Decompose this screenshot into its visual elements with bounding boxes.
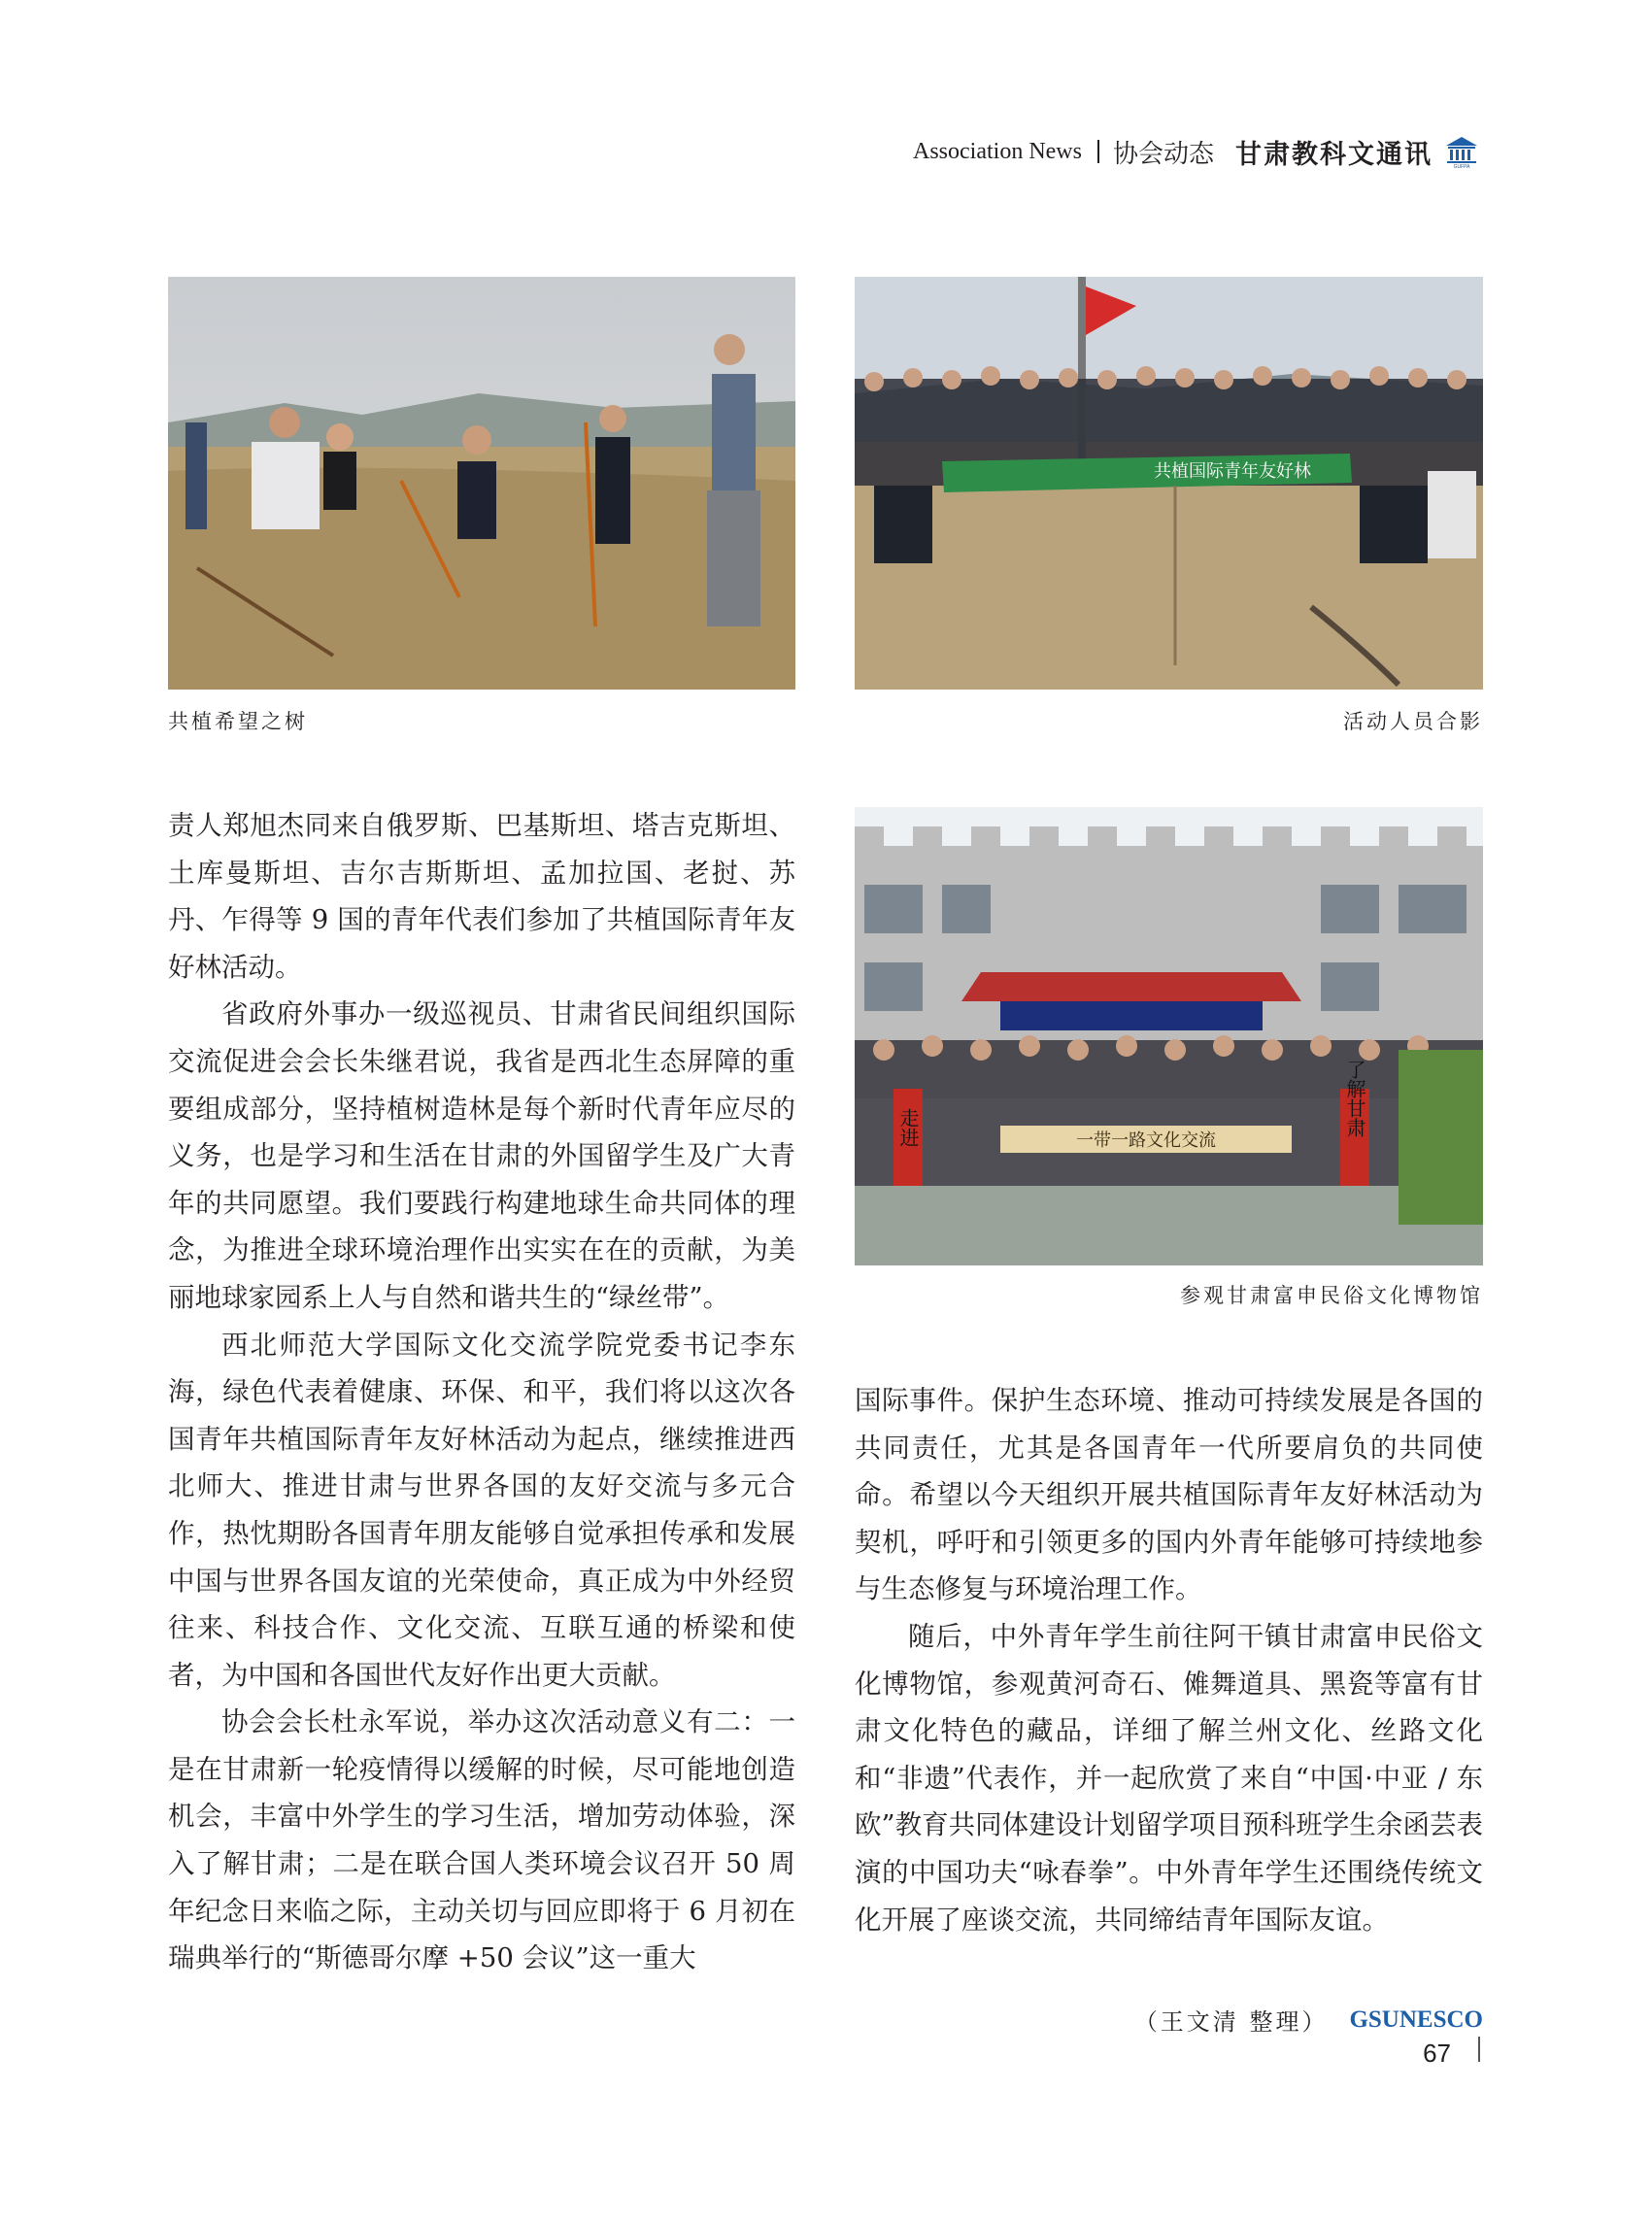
right-scroll-text: 了解甘肃 [1343, 1060, 1366, 1137]
photo-caption: 活动人员合影 [1343, 710, 1483, 733]
page-number: 67 [1423, 2039, 1451, 2068]
photo-tree-planting [168, 277, 795, 690]
photo-group [855, 277, 1483, 690]
paragraph: 国际事件。保护生态环境、推动可持续发展是各国的共同责任，尤其是各国青年一代所要肩负的共同使命。希望以今天组织开展共植国际青年友好林活动为契机，呼吁和引领更多的国内外青年能够可持续地参与生态修复与环境治理工作。 [855, 1385, 1483, 1605]
photo-caption: 共植希望之树 [168, 710, 308, 733]
brand-name: GSUNESCO [1349, 2006, 1483, 2033]
article-column-left [168, 802, 795, 1982]
left-scroll-text: 走进 [896, 1108, 920, 1147]
page-number-divider [1478, 2037, 1480, 2062]
editor-credit [1134, 2003, 1483, 2037]
paragraph: 随后，中外青年学生前往阿干镇甘肃富申民俗文化博物馆，参观黄河奇石、傩舞道具、黑瓷等富有甘肃文化特色的藏品，详细了解兰州文化、丝路文化和“非遗”代表作，并一起欣赏了来自“中国·中亚 / 东欧”教育共同体建设计划留学项目预科班学生余函芸表演的中国功夫“咏春拳”。中外青年学生还围绕传统文化开展了座谈交流，共同缔结青年国际友谊。 [855, 1620, 1483, 1936]
photo-museum [855, 807, 1483, 1265]
banner-text: 共植国际青年友好林 [1154, 461, 1311, 482]
banner-text: 一带一路文化交流 [1076, 1130, 1216, 1151]
section-name-cn: 协会动态 [1112, 139, 1214, 169]
section-name-en: Association News [913, 138, 1082, 164]
photo-caption: 参观甘肃富申民俗文化博物馆 [1180, 1284, 1483, 1307]
paragraph: 责人郑旭杰同来自俄罗斯、巴基斯坦、塔吉克斯坦、土库曼斯坦、吉尔吉斯斯坦、孟加拉国、老挝、苏丹、乍得等 9 国的青年代表们参加了共植国际青年友好林活动。 [168, 810, 795, 983]
paragraph: 协会会长杜永军说，举办这次活动意义有二：一是在甘肃新一轮疫情得以缓解的时候，尽可能地创造机会，丰富中外学生的学习生活，增加劳动体验，深入了解甘肃；二是在联合国人类环境会议召开 50 周年纪念日来临之际，主动关切与回应即将于 6 月初在瑞典举行的“斯德哥尔摩 +50 会议”这一重大 [168, 1706, 795, 1974]
paragraph: 省政府外事办一级巡视员、甘肃省民间组织国际交流促进会会长朱继君说，我省是西北生态屏障的重要组成部分，坚持植树造林是每个新时代青年应尽的义务，也是学习和生活在甘肃的外国留学生及广大青年的共同愿望。我们要践行构建地球生命共同体的理念，为推进全球环境治理作出实实在在的贡献，为美丽地球家园系上人与自然和谐共生的“绿丝带”。 [168, 998, 795, 1313]
editor-name: （王文清 整理） [1133, 2008, 1329, 2036]
paragraph: 西北师范大学国际文化交流学院党委书记李东海，绿色代表着健康、环保、和平，我们将以这次各国青年共植国际青年友好林活动为起点，继续推进西北师大、推进甘肃与世界各国的友好交流与多元合作，热忱期盼各国青年朋友能够自觉承担传承和发展中国与世界各国友谊的光荣使命，真正成为中外经贸往来、科技合作、文化交流、互联互通的桥梁和使者，为中国和各国世代友好作出更大贡献。 [168, 1329, 795, 1691]
running-header [913, 132, 1479, 171]
header-divider [1097, 140, 1099, 163]
unesco-temple-icon [1444, 135, 1479, 168]
magazine-title: 甘肃教科文通讯 [1235, 139, 1433, 170]
logo-text: GUFPA [1453, 164, 1470, 168]
article-column-right [855, 1377, 1483, 1943]
